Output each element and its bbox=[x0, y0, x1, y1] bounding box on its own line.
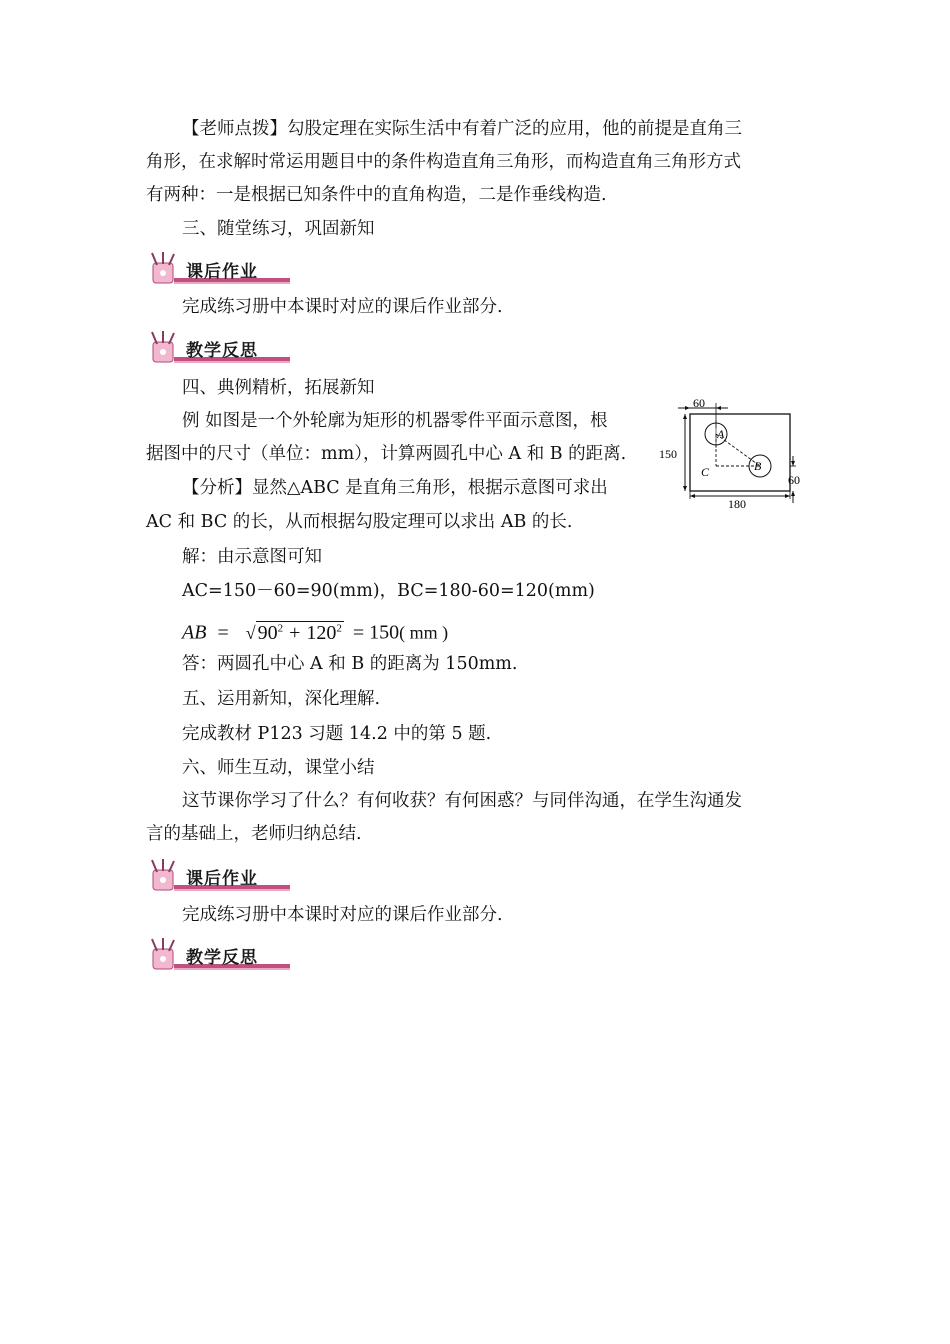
reflection-banner-2-label: 教学反思 bbox=[186, 948, 258, 968]
dim-left-label: 150 bbox=[659, 447, 677, 461]
reflection-banner bbox=[144, 330, 290, 366]
homework-text-2: 完成练习册中本课时对应的课后作业部分. bbox=[182, 905, 503, 925]
answer-line: 答：两圆孔中心 A 和 B 的距离为 150mm. bbox=[182, 654, 518, 674]
point-a-label: A bbox=[717, 427, 725, 441]
dim-bottom-label: 180 bbox=[728, 497, 746, 511]
analysis-line-1: 【分析】显然△ABC 是直角三角形，根据示意图可求出 bbox=[182, 478, 608, 498]
section-6-heading: 六、师生互动，课堂小结 bbox=[182, 758, 375, 778]
reflection-banner-label: 教学反思 bbox=[186, 341, 258, 361]
section-5-heading: 五、运用新知，深化理解. bbox=[182, 689, 381, 709]
homework-banner bbox=[144, 251, 290, 287]
textbook-exercise: 完成教材 P123 习题 14.2 中的第 5 题. bbox=[182, 724, 492, 744]
dim-right-label: 60 bbox=[788, 473, 800, 487]
solution-intro: 解：由示意图可知 bbox=[182, 547, 322, 567]
machine-part-diagram bbox=[656, 398, 808, 514]
formula-equals-2: = bbox=[352, 621, 365, 644]
point-c-label: C bbox=[701, 465, 710, 479]
summary-line-1: 这节课你学习了什么？有何收获？有何困惑？与同伴沟通，在学生沟通发 bbox=[182, 791, 742, 811]
teacher-tip-line-3: 有两种：一是根据已知条件中的直角构造，二是作垂线构造. bbox=[146, 185, 607, 205]
radicand-b: 120 bbox=[306, 621, 337, 644]
sqrt-sign: √ bbox=[245, 622, 256, 643]
section-4-heading: 四、典例精析，拓展新知 bbox=[182, 378, 375, 398]
teacher-tip-line-1: 【老师点拨】勾股定理在实际生活中有着广泛的应用，他的前提是直角三 bbox=[182, 119, 742, 139]
teacher-tip-line-2: 角形，在求解时常运用题目中的条件构造直角三角形，而构造直角三角形方式 bbox=[146, 152, 741, 172]
reflection-banner-2 bbox=[144, 937, 290, 973]
formula-equals: = bbox=[217, 621, 229, 644]
formula-result: 150 bbox=[369, 621, 400, 644]
formula-lhs: AB bbox=[182, 621, 207, 644]
formula-plus: + bbox=[289, 621, 301, 644]
section-3-heading: 三、随堂练习，巩固新知 bbox=[182, 219, 375, 239]
point-b-label: B bbox=[754, 459, 762, 473]
homework-banner-label: 课后作业 bbox=[186, 262, 258, 282]
example-line-1: 例 如图是一个外轮廓为矩形的机器零件平面示意图，根 bbox=[182, 411, 608, 431]
homework-banner-2-label: 课后作业 bbox=[186, 869, 258, 889]
formula-unit: ( mm ) bbox=[399, 622, 449, 643]
example-line-2: 据图中的尺寸（单位：mm），计算两圆孔中心 A 和 B 的距离. bbox=[146, 444, 627, 464]
pythagorean-formula bbox=[182, 614, 448, 647]
exponent-b: 2 bbox=[336, 622, 342, 634]
part-outline bbox=[690, 414, 790, 491]
calculation-line: AC=150－60=90(mm)，BC=180-60=120(mm) bbox=[182, 581, 595, 601]
radicand-a: 90 bbox=[257, 621, 278, 644]
dim-top-label: 60 bbox=[693, 398, 705, 410]
exponent-a: 2 bbox=[277, 622, 284, 634]
homework-text: 完成练习册中本课时对应的课后作业部分. bbox=[182, 297, 503, 317]
homework-banner-2 bbox=[144, 858, 290, 894]
analysis-line-2: AC 和 BC 的长，从而根据勾股定理可以求出 AB 的长. bbox=[146, 512, 573, 532]
summary-line-2: 言的基础上，老师归纳总结. bbox=[146, 824, 362, 844]
